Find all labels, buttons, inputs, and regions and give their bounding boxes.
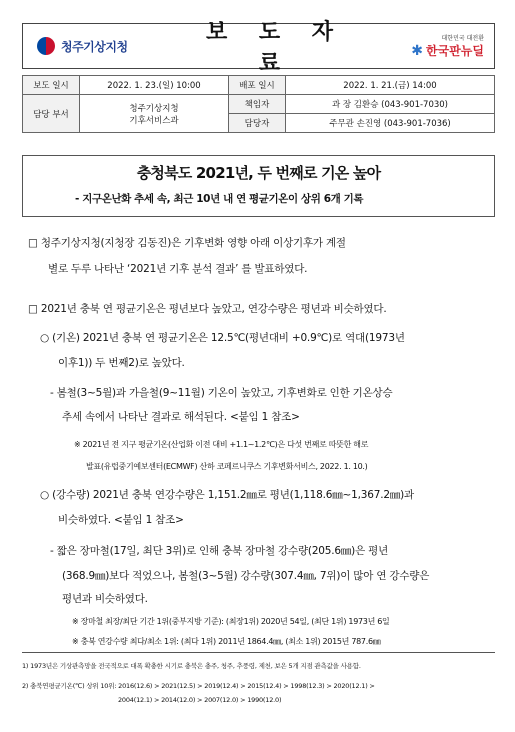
footnote-1: 1) 1973년은 기상관측망을 전국적으로 대폭 확충한 시기로 충북은 충주, 청주, 추풍령, 제천, 보은 5개 지점 관측값을 사용함. (22, 662, 361, 670)
staff-value: 주무관 손진영 (043-901-7036) (286, 114, 495, 133)
brand-block (364, 33, 494, 59)
precip-record-note: ※ 충북 연강수량 최다/최소 1위: (최다 1위) 2011년 1864.4㎜, (최소 1위) 2015년 787.6㎜ (72, 637, 381, 646)
headline-box (22, 155, 495, 217)
staff-label: 담당자 (229, 114, 286, 133)
release-info-table (22, 75, 495, 133)
report-time-label: 보도 일시 (23, 76, 80, 95)
precipitation-line-2: 비슷하였다. <붙임 1 참조> (58, 514, 184, 526)
season-line-1: - 봄철(3~5월)과 가을철(9~11월) 기온이 높았고, 기후변화로 인한 기온상승 (50, 387, 393, 399)
org-block (23, 37, 187, 55)
dist-time-value: 2022. 1. 21.(금) 14:00 (286, 76, 495, 95)
dept-row (23, 95, 495, 114)
monsoon-line-1: - 짧은 장마철(17일, 최단 3위)로 인해 충북 장마철 강수량(205.6㎜)은 평년 (50, 545, 389, 557)
release-row (23, 76, 495, 95)
paragraph-1-line-2: 별로 두루 나타난 ‘2021년 기후 분석 결과’ 를 발표하였다. (48, 263, 308, 275)
dept-value (80, 95, 229, 133)
monsoon-record-note: ※ 장마철 최장/최단 기간 1위(중부지방 기준): (최장1위) 2020년 54일, (최단 1위) 1973년 6일 (72, 617, 390, 626)
monsoon-line-2: (368.9㎜)보다 적었으나, 봄철(3~5월) 강수량(307.4㎜, 7위)이 많아 연 강수량은 (62, 570, 430, 582)
document-title: 보 도 자 료 (205, 20, 346, 76)
temperature-line-2: 이후1)) 두 번째2)로 높았다. (58, 357, 185, 369)
dept-label: 담당 부서 (23, 95, 80, 133)
footnote-separator (22, 652, 495, 653)
responsible-value: 과 장 김환승 (043-901-7030) (286, 95, 495, 114)
dept-value-2: 기후서비스과 (129, 115, 179, 126)
kma-logo-icon (37, 37, 55, 55)
responsible-label: 책임자 (229, 95, 286, 114)
dist-time-label: 배포 일시 (229, 76, 286, 95)
footnote-2-line-1: 2) 충북연평균기온(℃) 상위 10위: 2016(12.6) > 2021(12.5) > 2019(12.4) > 2015(12.4) > 1998(12.3) > 2020(12.1) > (22, 682, 375, 690)
season-line-2: 추세 속에서 나타난 결과로 해석된다. <붙임 1 참조> (62, 411, 300, 423)
paragraph-1-line-1: □ 청주기상지청(지청장 김동진)은 기후변화 영향 아래 이상기후가 계절 (28, 237, 346, 249)
global-note-line-2: 발표(유럽중기예보센터(ECMWF) 산하 코페르니쿠스 기후변화서비스, 2022. 1. 10.) (86, 462, 368, 471)
headline-subtitle: - 지구온난화 추세 속, 최근 10년 내 연 평균기온이 상위 6개 기록 (75, 193, 364, 205)
headline-title: 충청북도 2021년, 두 번째로 기온 높아 (136, 164, 381, 182)
brand-tagline: 대한민국 대전환 (441, 35, 484, 42)
org-name: 청주기상지청 (61, 39, 128, 54)
press-header (22, 20, 495, 76)
new-deal-logo-icon: ✱ (411, 43, 424, 59)
dept-value-1: 청주기상지청 (129, 103, 179, 114)
brand-name-row (364, 42, 484, 59)
paragraph-2: □ 2021년 충북 연 평균기온은 평년보다 높았고, 연강수량은 평년과 비슷하였다. (28, 303, 387, 315)
precipitation-line-1: ○ (강수량) 2021년 충북 연강수량은 1,151.2㎜로 평년(1,118.6㎜~1,367.2㎜)과 (40, 489, 414, 501)
report-time-value: 2022. 1. 23.(일) 10:00 (80, 76, 229, 95)
global-note-line-1: ※ 2021년 전 지구 평균기온(산업화 이전 대비 +1.1~1.2℃)은 다섯 번째로 따뜻한 해로 (74, 440, 369, 449)
monsoon-line-3: 평년과 비슷하였다. (62, 593, 148, 605)
brand-name: 한국판뉴딜 (426, 44, 484, 58)
footnote-2-line-2: 2004(12.1) > 2014(12.0) > 2007(12.0) > 1990(12.0) (118, 696, 282, 704)
temperature-line-1: ○ (기온) 2021년 충북 연 평균기온은 12.5℃(평년대비 +0.9℃)로 역대(1973년 (40, 332, 405, 344)
